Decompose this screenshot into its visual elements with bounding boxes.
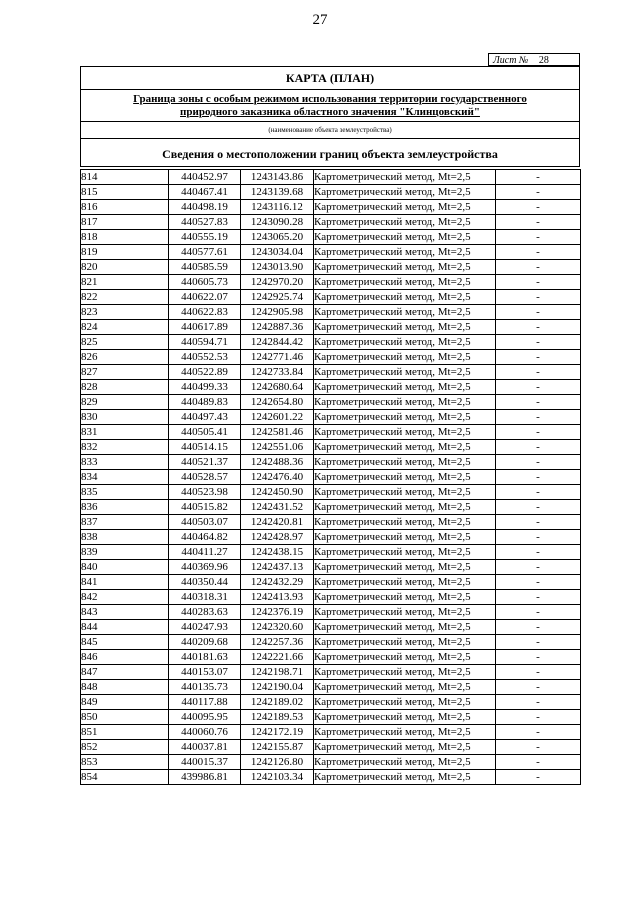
y-coordinate-cell: 1242437.13 <box>241 560 314 575</box>
y-coordinate-cell: 1242320.60 <box>241 620 314 635</box>
y-coordinate-cell: 1242581.46 <box>241 425 314 440</box>
coordinates-table-body <box>81 170 581 785</box>
y-coordinate-cell: 1242905.98 <box>241 305 314 320</box>
method-cell: Картометрический метод, Mt=2,5 <box>314 215 496 230</box>
point-number-cell: 840 <box>81 560 169 575</box>
table-row <box>81 170 581 185</box>
x-coordinate-cell: 440037.81 <box>169 740 241 755</box>
point-number-cell: 820 <box>81 260 169 275</box>
point-number-cell: 841 <box>81 575 169 590</box>
y-coordinate-cell: 1242431.52 <box>241 500 314 515</box>
point-number-cell: 851 <box>81 725 169 740</box>
method-cell: Картометрический метод, Mt=2,5 <box>314 410 496 425</box>
table-row <box>81 635 581 650</box>
y-coordinate-cell: 1243090.28 <box>241 215 314 230</box>
y-coordinate-cell: 1242680.64 <box>241 380 314 395</box>
x-coordinate-cell: 440528.57 <box>169 470 241 485</box>
y-coordinate-cell: 1242420.81 <box>241 515 314 530</box>
method-cell: Картометрический метод, Mt=2,5 <box>314 380 496 395</box>
point-number-cell: 826 <box>81 350 169 365</box>
table-row <box>81 455 581 470</box>
accuracy-description-cell: - <box>496 695 581 710</box>
point-number-cell: 854 <box>81 770 169 785</box>
point-number-cell: 823 <box>81 305 169 320</box>
point-number-cell: 831 <box>81 425 169 440</box>
point-number-cell: 834 <box>81 470 169 485</box>
point-number-cell: 815 <box>81 185 169 200</box>
y-coordinate-cell: 1242190.04 <box>241 680 314 695</box>
sheet-number-box <box>488 53 580 66</box>
zone-description-line-2: природного заказника областного значения "Клинцовский" <box>180 106 480 118</box>
table-row <box>81 515 581 530</box>
x-coordinate-cell: 440514.15 <box>169 440 241 455</box>
sheet-label: Лист № <box>493 55 529 66</box>
page-number: 27 <box>312 12 328 28</box>
y-coordinate-cell: 1242103.34 <box>241 770 314 785</box>
method-cell: Картометрический метод, Mt=2,5 <box>314 290 496 305</box>
x-coordinate-cell: 440095.95 <box>169 710 241 725</box>
method-cell: Картометрический метод, Mt=2,5 <box>314 185 496 200</box>
table-row <box>81 230 581 245</box>
method-cell: Картометрический метод, Mt=2,5 <box>314 620 496 635</box>
method-cell: Картометрический метод, Mt=2,5 <box>314 515 496 530</box>
x-coordinate-cell: 440181.63 <box>169 650 241 665</box>
method-cell: Картометрический метод, Mt=2,5 <box>314 725 496 740</box>
table-row <box>81 200 581 215</box>
y-coordinate-cell: 1242925.74 <box>241 290 314 305</box>
x-coordinate-cell: 440350.44 <box>169 575 241 590</box>
x-coordinate-cell: 439986.81 <box>169 770 241 785</box>
table-row <box>81 245 581 260</box>
table-row <box>81 395 581 410</box>
point-number-cell: 814 <box>81 170 169 185</box>
y-coordinate-cell: 1242126.80 <box>241 755 314 770</box>
accuracy-description-cell: - <box>496 590 581 605</box>
method-cell: Картометрический метод, Mt=2,5 <box>314 230 496 245</box>
point-number-cell: 838 <box>81 530 169 545</box>
x-coordinate-cell: 440505.41 <box>169 425 241 440</box>
method-cell: Картометрический метод, Mt=2,5 <box>314 695 496 710</box>
point-number-cell: 825 <box>81 335 169 350</box>
method-cell: Картометрический метод, Mt=2,5 <box>314 545 496 560</box>
point-number-cell: 836 <box>81 500 169 515</box>
table-row <box>81 665 581 680</box>
accuracy-description-cell: - <box>496 275 581 290</box>
y-coordinate-cell: 1243143.86 <box>241 170 314 185</box>
y-coordinate-cell: 1242221.66 <box>241 650 314 665</box>
x-coordinate-cell: 440318.31 <box>169 590 241 605</box>
y-coordinate-cell: 1242771.46 <box>241 350 314 365</box>
table-row <box>81 215 581 230</box>
x-coordinate-cell: 440464.82 <box>169 530 241 545</box>
x-coordinate-cell: 440523.98 <box>169 485 241 500</box>
y-coordinate-cell: 1242601.22 <box>241 410 314 425</box>
table-row <box>81 500 581 515</box>
table-row <box>81 725 581 740</box>
x-coordinate-cell: 440369.96 <box>169 560 241 575</box>
y-coordinate-cell: 1242172.19 <box>241 725 314 740</box>
y-coordinate-cell: 1242189.53 <box>241 710 314 725</box>
point-number-cell: 842 <box>81 590 169 605</box>
y-coordinate-cell: 1242257.36 <box>241 635 314 650</box>
table-row <box>81 590 581 605</box>
y-coordinate-cell: 1242198.71 <box>241 665 314 680</box>
method-cell: Картометрический метод, Mt=2,5 <box>314 575 496 590</box>
table-row <box>81 740 581 755</box>
y-coordinate-cell: 1242551.06 <box>241 440 314 455</box>
method-cell: Картометрический метод, Mt=2,5 <box>314 755 496 770</box>
point-number-cell: 847 <box>81 665 169 680</box>
point-number-cell: 835 <box>81 485 169 500</box>
method-cell: Картометрический метод, Mt=2,5 <box>314 320 496 335</box>
point-number-cell: 846 <box>81 650 169 665</box>
y-coordinate-cell: 1242189.02 <box>241 695 314 710</box>
y-coordinate-cell: 1242413.93 <box>241 590 314 605</box>
y-coordinate-cell: 1242438.15 <box>241 545 314 560</box>
table-row <box>81 425 581 440</box>
point-number-cell: 850 <box>81 710 169 725</box>
table-row <box>81 650 581 665</box>
x-coordinate-cell: 440617.89 <box>169 320 241 335</box>
x-coordinate-cell: 440552.53 <box>169 350 241 365</box>
x-coordinate-cell: 440521.37 <box>169 455 241 470</box>
table-row <box>81 545 581 560</box>
accuracy-description-cell: - <box>496 335 581 350</box>
table-row <box>81 275 581 290</box>
method-cell: Картометрический метод, Mt=2,5 <box>314 710 496 725</box>
method-cell: Картометрический метод, Mt=2,5 <box>314 680 496 695</box>
point-number-cell: 827 <box>81 365 169 380</box>
table-row <box>81 575 581 590</box>
point-number-cell: 828 <box>81 380 169 395</box>
accuracy-description-cell: - <box>496 515 581 530</box>
accuracy-description-cell: - <box>496 500 581 515</box>
accuracy-description-cell: - <box>496 245 581 260</box>
accuracy-description-cell: - <box>496 680 581 695</box>
x-coordinate-cell: 440015.37 <box>169 755 241 770</box>
table-row <box>81 350 581 365</box>
zone-description <box>81 90 579 122</box>
accuracy-description-cell: - <box>496 410 581 425</box>
x-coordinate-cell: 440498.19 <box>169 200 241 215</box>
x-coordinate-cell: 440515.82 <box>169 500 241 515</box>
method-cell: Картометрический метод, Mt=2,5 <box>314 260 496 275</box>
accuracy-description-cell: - <box>496 575 581 590</box>
method-cell: Картометрический метод, Mt=2,5 <box>314 395 496 410</box>
x-coordinate-cell: 440622.83 <box>169 305 241 320</box>
table-row <box>81 305 581 320</box>
sheet-number: 28 <box>533 55 555 67</box>
method-cell: Картометрический метод, Mt=2,5 <box>314 470 496 485</box>
x-coordinate-cell: 440555.19 <box>169 230 241 245</box>
accuracy-description-cell: - <box>496 350 581 365</box>
x-coordinate-cell: 440467.41 <box>169 185 241 200</box>
document-title: КАРТА (ПЛАН) <box>81 67 579 90</box>
table-row <box>81 710 581 725</box>
method-cell: Картометрический метод, Mt=2,5 <box>314 170 496 185</box>
x-coordinate-cell: 440209.68 <box>169 635 241 650</box>
table-row <box>81 605 581 620</box>
x-coordinate-cell: 440499.33 <box>169 380 241 395</box>
method-cell: Картометрический метод, Mt=2,5 <box>314 440 496 455</box>
x-coordinate-cell: 440594.71 <box>169 335 241 350</box>
accuracy-description-cell: - <box>496 425 581 440</box>
accuracy-description-cell: - <box>496 305 581 320</box>
method-cell: Картометрический метод, Mt=2,5 <box>314 200 496 215</box>
table-row <box>81 755 581 770</box>
accuracy-description-cell: - <box>496 170 581 185</box>
accuracy-description-cell: - <box>496 725 581 740</box>
method-cell: Картометрический метод, Mt=2,5 <box>314 350 496 365</box>
object-name-caption: (наименование объекта землеустройства) <box>81 122 579 139</box>
table-row <box>81 365 581 380</box>
y-coordinate-cell: 1243013.90 <box>241 260 314 275</box>
accuracy-description-cell: - <box>496 560 581 575</box>
method-cell: Картометрический метод, Mt=2,5 <box>314 635 496 650</box>
method-cell: Картометрический метод, Mt=2,5 <box>314 740 496 755</box>
section-heading: Сведения о местоположении границ объекта землеустройства <box>162 147 498 161</box>
accuracy-description-cell: - <box>496 755 581 770</box>
document-header-frame <box>80 66 580 167</box>
point-number-cell: 818 <box>81 230 169 245</box>
x-coordinate-cell: 440117.88 <box>169 695 241 710</box>
accuracy-description-cell: - <box>496 635 581 650</box>
table-row <box>81 530 581 545</box>
accuracy-description-cell: - <box>496 215 581 230</box>
y-coordinate-cell: 1242450.90 <box>241 485 314 500</box>
x-coordinate-cell: 440522.89 <box>169 365 241 380</box>
method-cell: Картометрический метод, Mt=2,5 <box>314 485 496 500</box>
y-coordinate-cell: 1242733.84 <box>241 365 314 380</box>
point-number-cell: 843 <box>81 605 169 620</box>
method-cell: Картометрический метод, Mt=2,5 <box>314 425 496 440</box>
method-cell: Картометрический метод, Mt=2,5 <box>314 605 496 620</box>
point-number-cell: 853 <box>81 755 169 770</box>
zone-description-line-1: Граница зоны с особым режимом использования территории государственного <box>133 93 527 105</box>
table-row <box>81 620 581 635</box>
x-coordinate-cell: 440577.61 <box>169 245 241 260</box>
y-coordinate-cell: 1242428.97 <box>241 530 314 545</box>
table-row <box>81 770 581 785</box>
y-coordinate-cell: 1243065.20 <box>241 230 314 245</box>
x-coordinate-cell: 440283.63 <box>169 605 241 620</box>
accuracy-description-cell: - <box>496 470 581 485</box>
x-coordinate-cell: 440153.07 <box>169 665 241 680</box>
point-number-cell: 852 <box>81 740 169 755</box>
accuracy-description-cell: - <box>496 230 581 245</box>
point-number-cell: 848 <box>81 680 169 695</box>
y-coordinate-cell: 1242654.80 <box>241 395 314 410</box>
accuracy-description-cell: - <box>496 365 581 380</box>
y-coordinate-cell: 1243034.04 <box>241 245 314 260</box>
accuracy-description-cell: - <box>496 665 581 680</box>
accuracy-description-cell: - <box>496 530 581 545</box>
boundary-coordinates-table <box>80 169 581 785</box>
point-number-cell: 849 <box>81 695 169 710</box>
accuracy-description-cell: - <box>496 710 581 725</box>
accuracy-description-cell: - <box>496 605 581 620</box>
y-coordinate-cell: 1242970.20 <box>241 275 314 290</box>
method-cell: Картометрический метод, Mt=2,5 <box>314 305 496 320</box>
accuracy-description-cell: - <box>496 395 581 410</box>
method-cell: Картометрический метод, Mt=2,5 <box>314 530 496 545</box>
y-coordinate-cell: 1242488.36 <box>241 455 314 470</box>
x-coordinate-cell: 440585.59 <box>169 260 241 275</box>
point-number-cell: 845 <box>81 635 169 650</box>
accuracy-description-cell: - <box>496 545 581 560</box>
x-coordinate-cell: 440135.73 <box>169 680 241 695</box>
method-cell: Картометрический метод, Mt=2,5 <box>314 335 496 350</box>
point-number-cell: 819 <box>81 245 169 260</box>
accuracy-description-cell: - <box>496 650 581 665</box>
y-coordinate-cell: 1242476.40 <box>241 470 314 485</box>
y-coordinate-cell: 1242432.29 <box>241 575 314 590</box>
y-coordinate-cell: 1242887.36 <box>241 320 314 335</box>
x-coordinate-cell: 440060.76 <box>169 725 241 740</box>
table-row <box>81 185 581 200</box>
table-row <box>81 410 581 425</box>
x-coordinate-cell: 440452.97 <box>169 170 241 185</box>
accuracy-description-cell: - <box>496 290 581 305</box>
point-number-cell: 833 <box>81 455 169 470</box>
accuracy-description-cell: - <box>496 485 581 500</box>
accuracy-description-cell: - <box>496 740 581 755</box>
y-coordinate-cell: 1242376.19 <box>241 605 314 620</box>
accuracy-description-cell: - <box>496 620 581 635</box>
point-number-cell: 822 <box>81 290 169 305</box>
method-cell: Картометрический метод, Mt=2,5 <box>314 650 496 665</box>
point-number-cell: 839 <box>81 545 169 560</box>
table-row <box>81 560 581 575</box>
accuracy-description-cell: - <box>496 380 581 395</box>
table-row <box>81 680 581 695</box>
point-number-cell: 816 <box>81 200 169 215</box>
accuracy-description-cell: - <box>496 440 581 455</box>
method-cell: Картометрический метод, Mt=2,5 <box>314 245 496 260</box>
point-number-cell: 830 <box>81 410 169 425</box>
y-coordinate-cell: 1242844.42 <box>241 335 314 350</box>
x-coordinate-cell: 440622.07 <box>169 290 241 305</box>
method-cell: Картометрический метод, Mt=2,5 <box>314 365 496 380</box>
x-coordinate-cell: 440489.83 <box>169 395 241 410</box>
point-number-cell: 837 <box>81 515 169 530</box>
table-row <box>81 440 581 455</box>
method-cell: Картометрический метод, Mt=2,5 <box>314 560 496 575</box>
y-coordinate-cell: 1242155.87 <box>241 740 314 755</box>
accuracy-description-cell: - <box>496 185 581 200</box>
point-number-cell: 829 <box>81 395 169 410</box>
point-number-cell: 821 <box>81 275 169 290</box>
y-coordinate-cell: 1243139.68 <box>241 185 314 200</box>
method-cell: Картометрический метод, Mt=2,5 <box>314 275 496 290</box>
table-row <box>81 485 581 500</box>
table-row <box>81 380 581 395</box>
x-coordinate-cell: 440527.83 <box>169 215 241 230</box>
accuracy-description-cell: - <box>496 770 581 785</box>
table-row <box>81 335 581 350</box>
point-number-cell: 844 <box>81 620 169 635</box>
x-coordinate-cell: 440605.73 <box>169 275 241 290</box>
method-cell: Картометрический метод, Mt=2,5 <box>314 590 496 605</box>
point-number-cell: 817 <box>81 215 169 230</box>
x-coordinate-cell: 440411.27 <box>169 545 241 560</box>
method-cell: Картометрический метод, Mt=2,5 <box>314 455 496 470</box>
accuracy-description-cell: - <box>496 455 581 470</box>
method-cell: Картометрический метод, Mt=2,5 <box>314 500 496 515</box>
table-row <box>81 290 581 305</box>
point-number-cell: 824 <box>81 320 169 335</box>
method-cell: Картометрический метод, Mt=2,5 <box>314 770 496 785</box>
x-coordinate-cell: 440497.43 <box>169 410 241 425</box>
table-row <box>81 320 581 335</box>
accuracy-description-cell: - <box>496 320 581 335</box>
point-number-cell: 832 <box>81 440 169 455</box>
x-coordinate-cell: 440247.93 <box>169 620 241 635</box>
table-row <box>81 260 581 275</box>
table-row <box>81 470 581 485</box>
table-row <box>81 695 581 710</box>
accuracy-description-cell: - <box>496 260 581 275</box>
accuracy-description-cell: - <box>496 200 581 215</box>
y-coordinate-cell: 1243116.12 <box>241 200 314 215</box>
method-cell: Картометрический метод, Mt=2,5 <box>314 665 496 680</box>
x-coordinate-cell: 440503.07 <box>169 515 241 530</box>
